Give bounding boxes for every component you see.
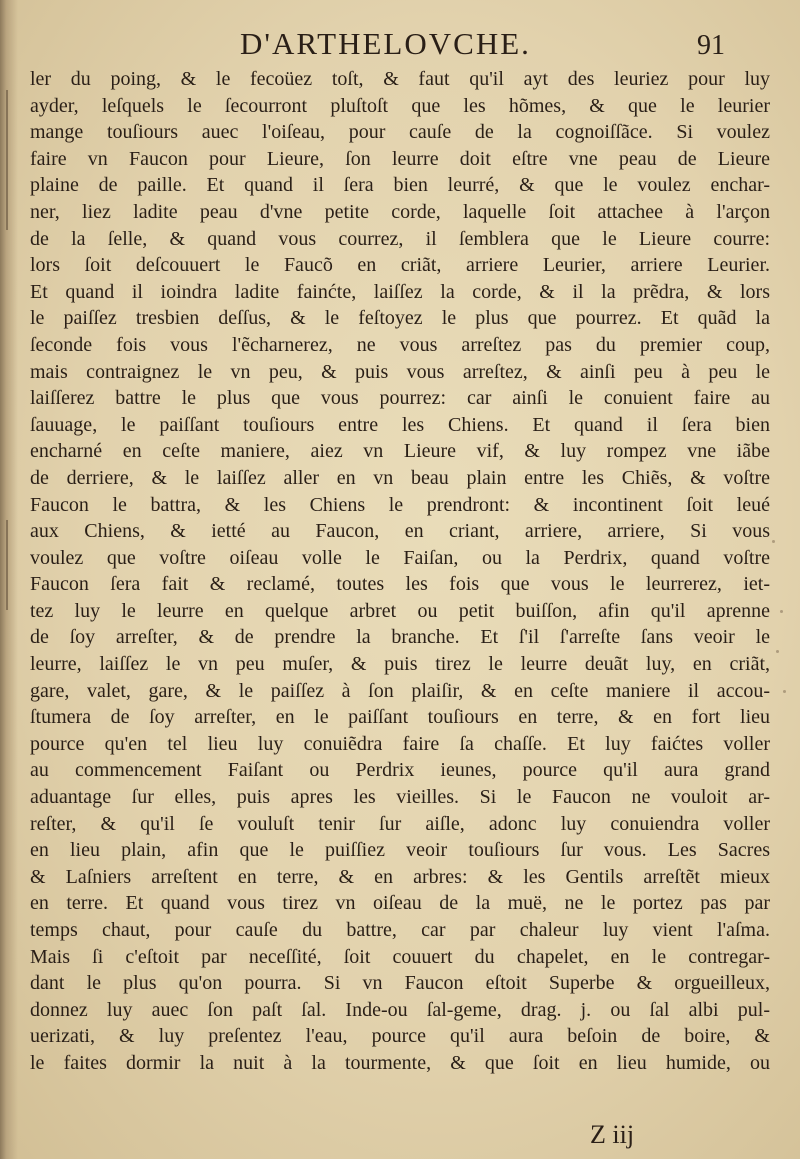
text-line [30,412,770,439]
text-line [30,518,770,545]
body-text [30,66,770,1077]
text-line [30,66,770,93]
text-line-content: de la ſelle, & quand vous courrez, il ſemblera que le Lieure courre: [30,227,770,250]
text-line [30,784,770,811]
text-line [30,252,770,279]
text-line-content: ler du poing, & le fecoüez toſt, & faut qu'il ayt des leuriez pour luy [30,68,770,90]
text-line-content: ſeconde fois vous l'e͏̃charnerez, ne vous arreſtez pas du premier coup, [30,333,770,356]
text-line-content: dant le plus qu'on pourra. Si vn Faucon eſtoit Superbe & orgueilleux, [30,972,770,995]
paper-speck [772,540,775,543]
text-line-content: ſauuage, le paiſſant touſiours entre les Chiens. Et quand il ſera bien [30,413,770,436]
text-line-content: de ſoy arreſter, & de prendre la branche. Et ſ'il ſ'arreſte ſans veoir le [30,626,770,649]
text-line [30,305,770,332]
text-line [30,438,770,465]
text-line-content: reſter, & qu'il ſe vouluſt tenir ſur aiſle, adonc luy conuiendra voller [30,812,770,835]
text-line-content: mais contraignez le vn peu, & puis vous arreſtez, & ainſi peu à peu le [30,360,770,383]
text-line-content: tez luy le leurre en quelque arbret ou petit buiſſon, afin qu'il aprenne [30,599,770,622]
text-line [30,93,770,120]
text-line [30,624,770,651]
text-line-content: lors ſoit deſcouuert le Faucõ en criãt, arriere Leurier, arriere Leurier. [30,254,770,277]
text-line-content: en lieu plain, afin que le puiſſiez veoir touſiours ſur vous. Les Sacres [30,839,770,862]
paper-speck [783,690,786,693]
text-line-content: le faites dormir la nuit à la tourmente, & que ſoit en lieu humide, ou [30,1051,770,1074]
text-line-content: ſtumera de ſoy arreſter, en le paiſſant touſiours en terre, & en fort lieu [30,706,770,729]
text-line [30,731,770,758]
page-gutter-shadow [0,0,18,1159]
text-line-content: Faucon le battra, & les Chiens le prendront: & incontinent ſoit leué [30,493,770,516]
text-line [30,385,770,412]
text-line [30,492,770,519]
text-line [30,332,770,359]
gutter-mark [6,90,8,230]
running-title: D'ARTHELOVCHE. [240,26,531,61]
text-line-content: faire vn Faucon pour Lieure, ſon leurre doit eſtre vne peau de Lieure [30,147,770,170]
text-line [30,545,770,572]
text-line [30,146,770,173]
text-line [30,1050,770,1077]
text-line-content: gare, valet, gare, & le paiſſez à ſon plaiſir, & en ceſte maniere il accou- [30,679,770,702]
text-line [30,917,770,944]
paper-speck [780,610,783,613]
text-line [30,757,770,784]
text-line-content: le paiſſez tresbien deſſus, & le feſtoyez le plus que pourrez. Et quãd la [30,307,770,330]
text-line-content: uerizati, & luy preſentez l'eau, pource qu'il aura beſoin de boire, & [30,1025,770,1048]
text-line-content: ayder, leſquels le ſecourront pluſtoſt que les hõmes, & que le leurier [30,94,770,117]
text-line-content: donnez luy auec ſon paſt ſal. Inde-ou ſal-geme, drag. j. ou ſal albi pul- [30,998,770,1021]
text-line-content: en terre. Et quand vous tirez vn oiſeau de la muë, ne le portez pas par [30,892,770,915]
text-line-content: aduantage ſur elles, puis apres les vieilles. Si le Faucon ne vouloit ar- [30,786,770,809]
text-line [30,359,770,386]
text-line-content: Et quand il ioindra ladite fainćte, laiſſez la corde, & il la prẽdra, & lors [30,280,770,303]
text-line-content: leurre, laiſſez le vn peu muſer, & puis tirez le leurre deuãt luy, en criãt, [30,653,770,676]
text-line [30,279,770,306]
text-line-content: aux Chiens, & ietté au Faucon, en criant, arriere, arriere, Si vous [30,520,770,543]
text-line [30,1023,770,1050]
text-line [30,172,770,199]
text-line [30,199,770,226]
text-line-content: laiſſerez battre le plus que vous pourrez: car ainſi le conuient faire au [30,387,770,410]
text-line-content: au commencement Faiſant ou Perdrix ieunes, pource qu'il aura grand [30,759,770,782]
text-line-content: Faucon ſera fait & reclamé, toutes les fois que vous le leurrerez, iet- [30,573,770,596]
text-line-content: & Laſniers arreſtent en terre, & en arbres: & les Gentils arreſtẽt mieux [30,865,770,888]
text-line-content: encharné en ceſte maniere, aiez vn Lieure vif, & luy rompez vne iãbe [30,440,770,463]
gutter-mark [6,520,8,610]
running-head [0,26,800,66]
text-line [30,864,770,891]
signature-mark: Z iij [590,1120,635,1149]
text-line [30,119,770,146]
text-line-content: temps chaut, pour cauſe du battre, car par chaleur luy vient l'aſma. [30,919,770,941]
text-line-content: de derriere, & le laiſſez aller en vn beau plain entre les Chiẽs, & voſtre [30,466,770,489]
text-line-content: ner, liez ladite peau d'vne petite corde, laquelle ſoit attachee à l'arçon [30,200,770,223]
text-line [30,837,770,864]
text-line [30,890,770,917]
text-line-content: Mais ſi c'eſtoit par neceſſité, ſoit couuert du chapelet, en le contregar- [30,945,770,968]
text-line [30,944,770,971]
text-line-content: plaine de paille. Et quand il ſera bien leurré, & que le voulez enchar- [30,174,770,197]
text-line [30,598,770,625]
text-line [30,651,770,678]
text-line [30,970,770,997]
text-line-content: voulez que voſtre oiſeau volle le Faiſan, ou la Perdrix, quand voſtre [30,546,770,569]
text-line [30,226,770,253]
text-line [30,997,770,1024]
text-line [30,465,770,492]
text-line [30,571,770,598]
text-line [30,704,770,731]
text-line [30,678,770,705]
text-line-content: pource qu'en tel lieu luy conuiẽdra faire ſa chaſſe. Et luy faićtes voller [30,732,770,755]
text-line [30,811,770,838]
page-number: 91 [697,30,725,61]
text-line-content: mange touſiours auec l'oiſeau, pour cauſe de la cognoiſſãce. Si voulez [30,121,770,144]
paper-speck [776,650,779,653]
